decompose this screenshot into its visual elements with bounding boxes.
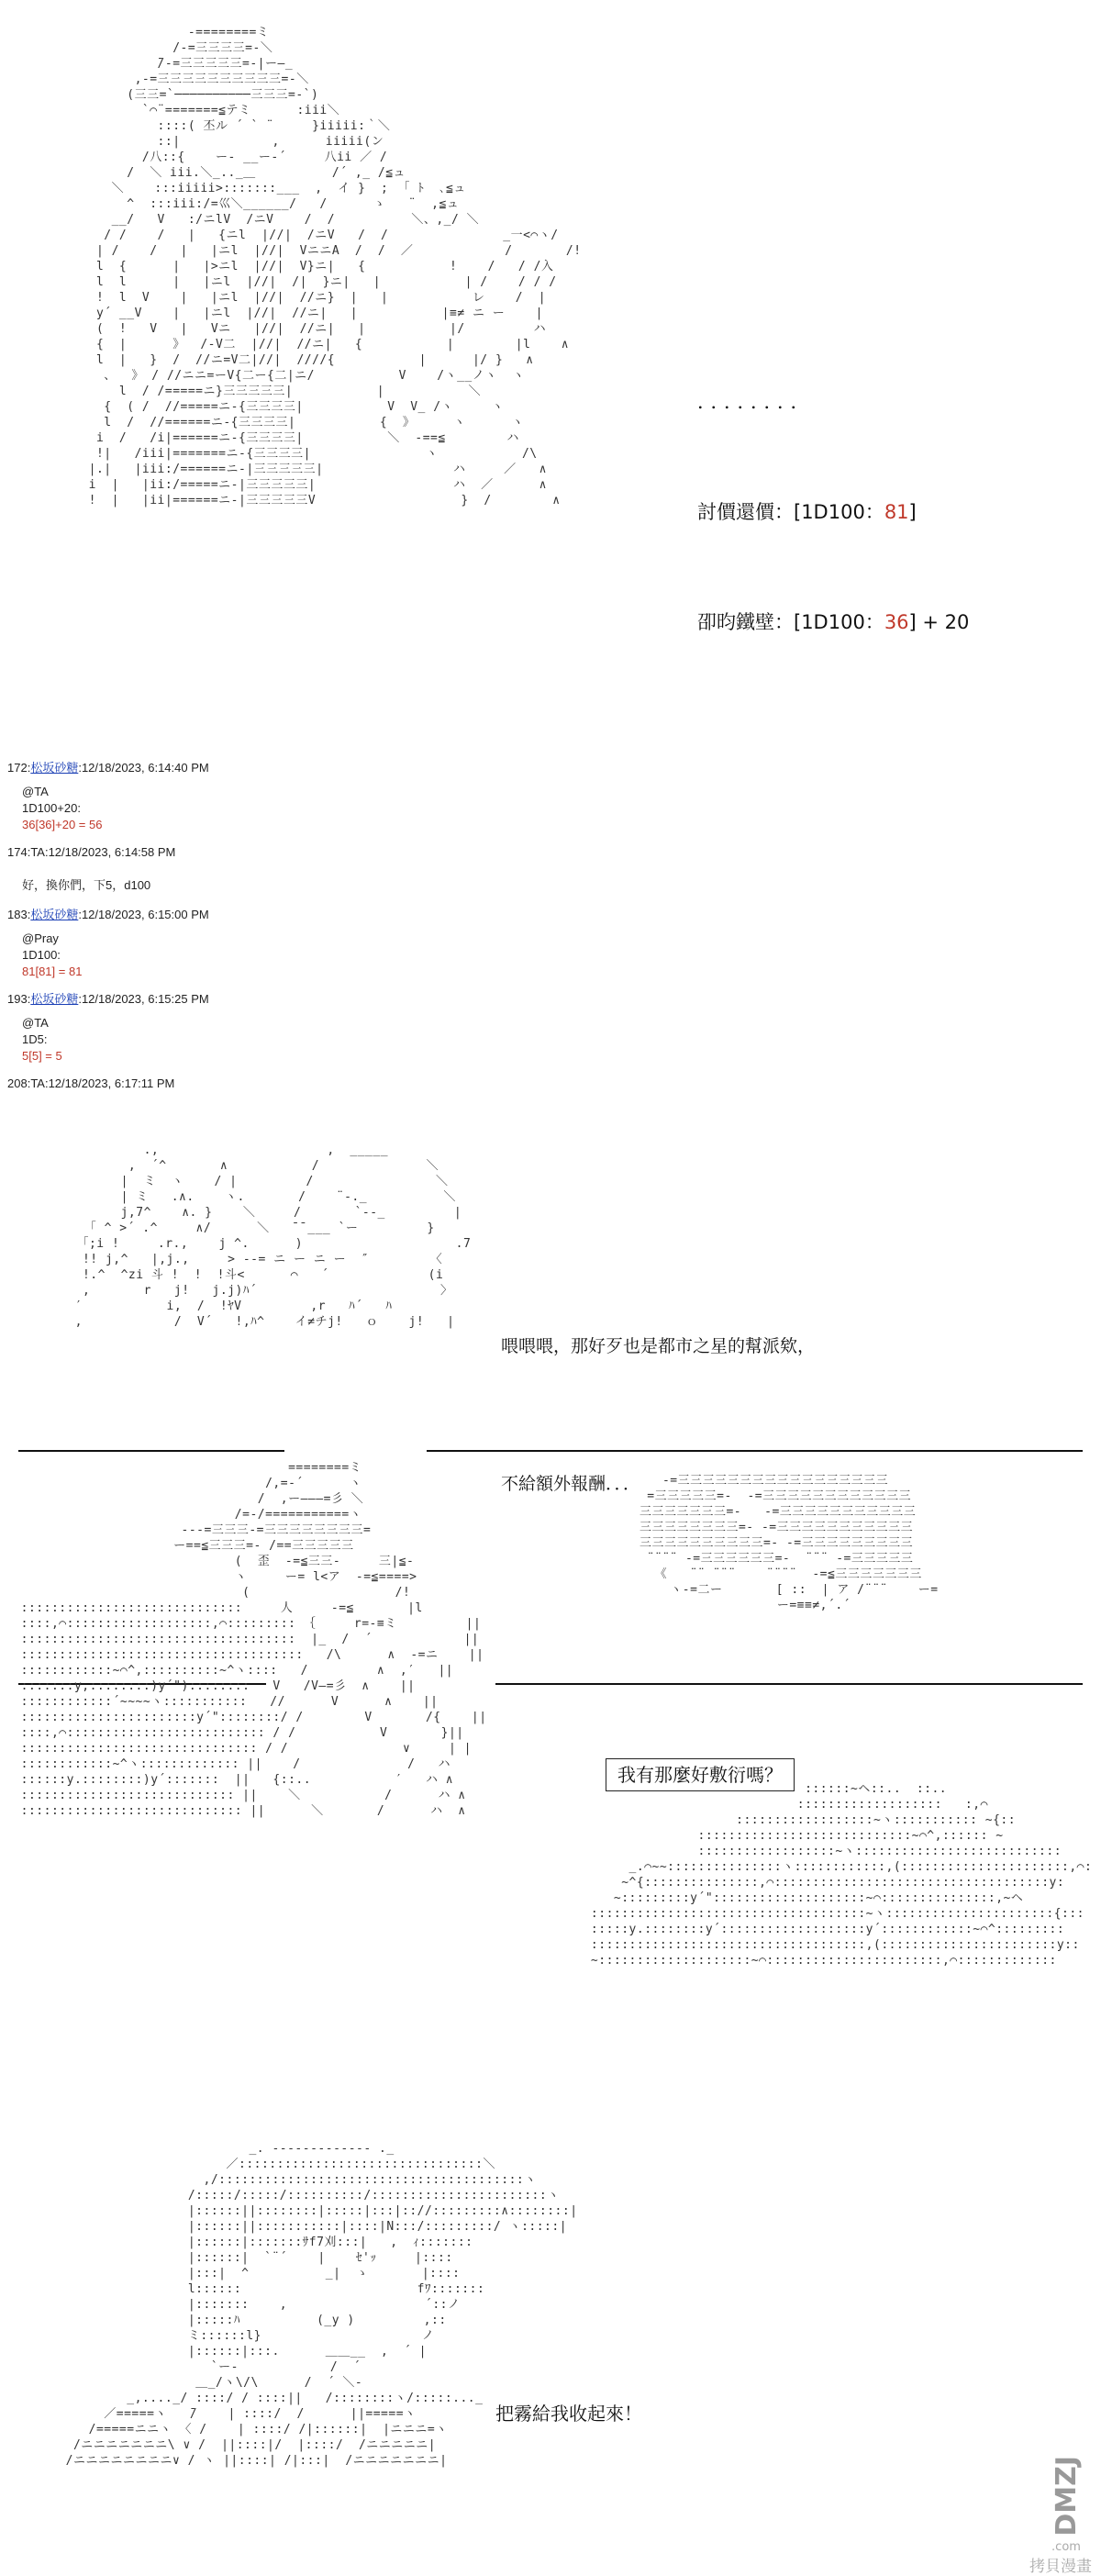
iron-wall-roll-line <box>697 604 969 641</box>
log-post-number: 183: <box>7 908 31 921</box>
bargain-roll-label: 討價還價：[1D100： <box>697 501 884 523</box>
log-timestamp: :12/18/2023, 6:15:25 PM <box>78 992 209 1006</box>
log-post-number: 208: <box>7 1076 31 1090</box>
panel-3 <box>0 1432 1101 2111</box>
watermark-domain: .com <box>1051 2539 1081 2554</box>
iron-wall-roll-label: 卲昀鐵壁：[1D100： <box>697 611 884 633</box>
log-line: 1D5: <box>22 1032 48 1046</box>
command-line-1: 把霧給我收起來！ <box>495 2403 642 2425</box>
panel-4 <box>0 2120 1101 2575</box>
watermark-logo: DMZJ <box>1050 2456 1083 2537</box>
dice-roll-dialog <box>697 310 969 714</box>
bargain-roll-line <box>697 494 969 530</box>
log-post-number: 193: <box>7 992 31 1006</box>
log-author-link[interactable]: 松坂砂糖 <box>30 908 79 921</box>
log-entry <box>7 1076 558 1092</box>
log-entry <box>7 844 558 894</box>
log-author-link[interactable]: 松坂砂糖 <box>30 992 79 1006</box>
log-entry <box>7 907 558 980</box>
iron-wall-roll-end: ] + 20 <box>908 611 970 633</box>
command-dialog <box>495 2322 642 2505</box>
iron-wall-roll-value: 36 <box>884 611 909 633</box>
ascii-art-smoke-cloud: -=三三三三三三三三三三三三三三三三三 =三三三三三=- -=三三三三三三三三三三三三 三三三三三三三=- -=三三三三三三三三三三三 三三三三三三三三=- -=三三三三三三三三三三三 三三三三三三三三三三=- -=三三三三三三三三三 ¨¨¨¨ -=三三三三三三=- ¨¨¨ -=三三三三三 《 ¨¨ ¨¨¨ ¨¨¨¨ -=≦三三三三三三三 ヽ-=二ー [ :: | ア /¨¨¨ ー= ー=≡≡≠,´.´ <box>639 1474 939 1612</box>
log-timestamp: :12/18/2023, 6:17:11 PM <box>44 1076 175 1090</box>
complaint-line-2: 不給額外報酬．．． <box>501 1474 641 1494</box>
log-entry <box>7 991 558 1065</box>
dots-line: ．．．．．．．． <box>697 391 814 413</box>
complaint-line-1: 喂喂喂，那好歹也是都市之星的幫派欸， <box>501 1336 816 1356</box>
ascii-art-character-face: _. ‐‐‐‐‐‐‐‐‐‐‐‐- ._ ／::::::::::::::::::::::::::::::::＼ ,/::::::::::::::::::::::::::::::::::::::::ヽ /:::::/:::::/::::::::::/:::::::::::::::::::::::ヽ |::::::||::::::::|:::::|:::|:://:::::::::∧::::::::| |::::::||:::::::::::|::::|N:::/:::::::::/ ヽ:::::| |::::::|:::::::ｻf7刈:::| , ｨ::::::: |::::::| `¨´ | ｾ'ｯ |:::: |:::| ^ _| ゝ |:::: l:::::: fﾜ::::::: |::::::: , ´::ノ |:::::ﾊ (_y ) ,:: ミ::::::l} ノ |::::::|:::. ＿＿__ , ´ | `ー- / ´ ＿_/ヽ\/\ / ´ ＼‐ _,...._/ ::::/ / ::::|| /::::::::ヽ/:::::..._ ／=====ヽ ̄/ | ::::/ / ||=====ヽ /=====ニニヽ 〈 / | ::::/ /|::::::| |ニニニ=ヽ /ニニニニニニニ\ ∨ / ||::::|/ |::::/ /ニニニニニ| /ニニニニニニニニ∨ / ヽ ||::::| /|:::| /ニニニニニニニ| <box>65 2142 578 2468</box>
log-line: 1D100+20: <box>22 801 81 815</box>
speech-bubble: 我有那麼好敷衍嗎？ <box>606 1758 795 1791</box>
bargain-roll-value: 81 <box>884 501 909 523</box>
log-result: 81[81] = 81 <box>22 965 83 978</box>
panel-2 <box>0 1110 1101 1494</box>
log-author: TA <box>30 1076 45 1090</box>
log-entry <box>7 760 558 833</box>
log-post-number: 172: <box>7 761 31 775</box>
log-line: @Pray <box>22 931 59 945</box>
panel-1 <box>0 0 1101 753</box>
log-timestamp: :12/18/2023, 6:14:40 PM <box>78 761 209 775</box>
log-line: @TA <box>22 1016 49 1030</box>
log-line: @TA <box>22 785 49 798</box>
log-author: TA <box>30 845 45 859</box>
log-author-link[interactable]: 松坂砂糖 <box>30 761 79 775</box>
ascii-art-character-crouching: ., , _____ , ´^ ∧ / ＼ | ミ ヽ / | / ＼ | ミ .∧. ヽ. / ¨-._ ＼ j,7^ ∧. } ＼ / `--_ | ｢ ^ >´ .^ ∧/ ＼ ̄ ̄ ___ `ー } ｢;i ! .r., j ^. ) .7 !! j,^ |,j., > --= ニ ー ニ ー ″ 〈 !.^ ^zi 斗 ! ! !斗< ⌒ ´ (i , r j! j.j)ﾊ´ 〉 ′ i, / !ﾔV ,r ﾊ´ ﾊ , / V´ !,ﾊ^ イ≠チj! ｏ j! | <box>74 1143 472 1329</box>
ascii-art-character-hat-smoke: ========ミ /,=-´ ヽ / ,ー―――=彡 ＼ /=‐/===========ヽ ---=三三三-=三三三三三三三三= ー==≦三三三=- /==三三三三三 ( 歪 -=≦三三- 三|≦- ヽ ー= l<ア -=≦====> ( /! ::::::::::::::::::::::::::::: 人 -=≦ |l ::::,⌒:::::::::::::::::::,⌒::::::::: ｛ r=-≡ミ || :::::::::::::::::::::::::::::::::::: |_ / ´ || ::::::::::::::::::::::::::::::::::::: /\ ∧ -=ニ || ::::::::::::~⌒^,::::::::::~^ヽ:::: / ∧ ,′ || :::::::y,::::::::)y´"):::::::: V /V―=彡 ∧ || ::::::::::::´~~~~ヽ::::::::::: // V ∧ || :::::::::::::::::::::::y´"::::::::/ / V /{ || ::::,⌒:::::::::::::::::::::::::: / / V }|| ::::::::::::::::::::::::::::::: / / ∨ | | ::::::::::::~^ヽ::::::::::::: || / / ハ ::::::y.::::::::)y´::::::: || {::.. ′ ハ ∧ :::::::::::::::::::::::::::: || ＼ / ハ ∧ ::::::::::::::::::::::::::::: || ＼ / ハ ∧ <box>20 1461 487 1818</box>
divider-line-top-right <box>427 1450 1083 1452</box>
bargain-roll-end: ] <box>908 501 917 523</box>
site-watermark <box>1039 2456 1094 2554</box>
dice-log <box>7 754 558 1092</box>
log-result: 36[36]+20 = 56 <box>22 818 103 831</box>
ascii-art-character-hat: -========ミ /-=三三三三=-＼ ̄/-=三三三三三=-|ー―_ ,-=三三三三三三三三三三=-＼ (三三=`──────────三三三=-`) `⌒¨=======≦テミ :iii＼ ::::( 丕ル ´ ` ¨ }iiiii:｀＼ ::| , iiiii(ン /八::{ ー- __ー-´ 八ii ／ / / ＼ iii.＼_.._＿ /´ ,_ /≦ュ ＼ :::iiiii>:::::::___ , イ } ; ｢ ﾄ ､≦ュ ^ :::iii:/=巛＼______/ / ゝ ¨ ,≦ュ __/ V :/ニlV /ニV / / ＼、,_/ ＼ / / / | {ニl |//| /ニV / / _一<⌒ヽ/ | / / | |ニl |//| VニニA / / ／ / /! l { | |>ニl |//| V}ニ| { ! / / /入 l l | |ニl |//| /| }ニ| | | / / / / ! l V | |ニl |//| //ニ} | | レ / | y´ __V | |ニl |//| //ニ| | |≡≠ ニ ー | ( ! V | Vニ |//| //ニ| | |/ ハ { | 》 /-V二 |//| //ニ| { | |l ∧ l | } / //ニ=V二|//| ////{ | |/ } ∧ 、 》 / //ニニ=ーV{二ー{二|ニ/ V /ヽ__ノヽ ヽ l / /=====ニ}三三三三三| | ＼ { ( / //=====ニ-{三三三三| V V_ /ヽ ヽ l / //======ニ-{三三三三| { 》 ヽ ヽ i / /i|======ニ-{三三三三| ＼ -==≦ ハ !| /iii|=======ニ-{三三三三| ヽ /\ |.| |iii:/======ニ-|三三三三三| ハ ／ ∧ i | |ii:/=====ニ-|三三三三三| ハ ／ ∧ ! | |ii|======ニ-|三三三三三V } / ∧ <box>88 26 582 507</box>
ascii-art-smoke-puffs: ::::::~ヘ::.. ::.. ::::::::::::::::::: :,⌒ ::::::::::::::::::~ヽ::::::::::: ~{:: ::::::::::::::::::::::::::::~⌒^,:::::: ~ ::::::::::::::::::~ヽ::::::::::::::::::::::::::: _.⌒~~:::::::::::::::ヽ::::::::::::,(::::::::::::::::::::::,⌒: ~^{:::::::::::::::,⌒::::::::::::::::::::::::::::::::::::y: ~:::::::::y´"::::::::::::::::::::~⌒:::::::::::::::,~ヘ ::::::::::::::::::::::::::::::::::::~ヽ::::::::::::::::::::::{::: :::::y.::::::::y´:::::::::::::::::::y´::::::::::::~⌒^::::::::: ::::::::::::::::::::::::::::::::::::,(:::::::::::::::::::::::y:: ~::::::::::::::::::::~⌒:::::::::::::::::::::::,⌒::::::::::::: <box>590 1782 1093 1968</box>
log-line: 好，換你們，下5，d100 <box>22 878 151 892</box>
footer-watermark: 拷貝漫畫 <box>1029 2558 1092 2576</box>
log-timestamp: :12/18/2023, 6:15:00 PM <box>78 908 209 921</box>
log-result: 5[5] = 5 <box>22 1049 62 1063</box>
divider-line-mid-right <box>495 1683 1083 1685</box>
log-post-number: 174: <box>7 845 31 859</box>
log-timestamp: :12/18/2023, 6:14:58 PM <box>44 845 176 859</box>
log-line: 1D100: <box>22 948 61 962</box>
